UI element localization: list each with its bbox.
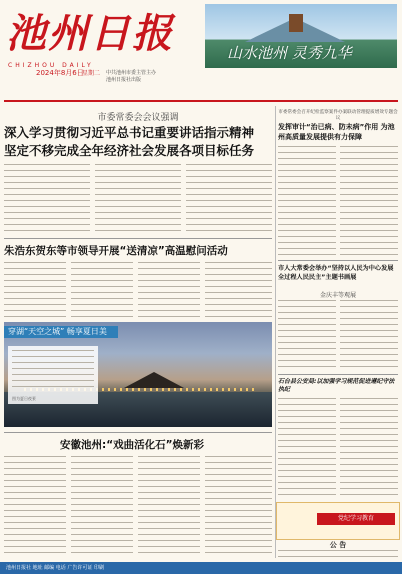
culture-headline: 安徽池州:“戏曲活化石”焕新彩 xyxy=(60,439,205,451)
lead-kicker: 市委常委会会议强调 xyxy=(97,113,179,123)
pavilion-roof xyxy=(124,372,184,388)
lead-body-col-3 xyxy=(186,164,272,234)
lead-headline-1: 深入学习贯彻习近平总书记重要讲话指示精神 xyxy=(4,125,255,140)
discipline-education-ad xyxy=(276,502,400,540)
column-separator xyxy=(275,106,276,558)
right-kicker-1: 市委常委会召开纪检监察案件办案联动管理提质增效专题会议 xyxy=(278,110,398,121)
divider xyxy=(278,260,398,261)
scenic-banner xyxy=(205,4,397,68)
lead-headline-2: 坚定不移完成全年经济社会发展各项目标任务 xyxy=(4,143,255,158)
footer-text: 池州日报社 地址 邮编 电话 广告许可证 印刷 xyxy=(6,565,104,571)
photo-caption-box xyxy=(8,346,98,404)
divider xyxy=(4,238,272,239)
lead-body-col-2 xyxy=(95,164,181,234)
right-subhead-2: 金庆丰等观展 xyxy=(319,292,356,299)
photo-tag: 穿湖“天空之城” 畅享夏日美 xyxy=(4,326,118,338)
culture-body-col-4 xyxy=(205,456,272,556)
culture-body-col-3 xyxy=(138,456,200,556)
notice-body xyxy=(278,550,398,560)
newspaper-logo: 池州日报 xyxy=(6,10,174,57)
divider xyxy=(278,374,398,375)
right-body-2b xyxy=(340,300,398,370)
ad-label: 党纪学习教育 xyxy=(317,513,395,525)
issue-info-bar xyxy=(6,70,398,92)
right-headline-1: 发挥审计“治已病、防未病”作用 为池州高质量发展提供有力保障 xyxy=(278,123,395,141)
right-headline-3: 石台县公安局:以加强学习规范促进遵纪守法执纪 xyxy=(278,378,395,393)
right-body-1b xyxy=(340,146,398,256)
notice-title: 公 告 xyxy=(329,541,347,549)
second-headline: 朱浩东贺东等市领导开展“送清凉”高温慰问活动 xyxy=(4,245,228,257)
newspaper-logo-subtitle: CHIZHOU DAILY xyxy=(8,62,94,69)
second-body-col-3 xyxy=(138,262,200,318)
culture-body-col-2 xyxy=(71,456,133,556)
culture-body-col-1 xyxy=(4,456,66,556)
second-body-col-4 xyxy=(205,262,272,318)
second-body-col-1 xyxy=(4,262,66,318)
right-body-3b xyxy=(340,398,398,498)
issue-date: 2024年8月6日 xyxy=(36,69,84,77)
divider xyxy=(4,432,272,433)
masthead-rule xyxy=(4,100,398,102)
issue-weekday: 星期二 xyxy=(82,70,101,77)
pagoda-graphic xyxy=(289,14,303,32)
photo-caption: 图为夏日夜景 xyxy=(12,396,36,401)
footer-bar xyxy=(0,562,402,574)
right-body-2a xyxy=(278,300,336,370)
info-line: 中共池州市委主管主办 xyxy=(106,70,157,76)
right-body-3a xyxy=(278,398,336,498)
photo-caption-lines xyxy=(12,350,94,392)
banner-slogan: 山水池州 灵秀九华 xyxy=(227,44,352,62)
right-headline-2: 市人大常委会举办“坚持以人民为中心发展全过程人民民主”主题书画展 xyxy=(278,265,394,281)
lead-body-col-1 xyxy=(4,164,90,234)
masthead xyxy=(0,0,402,100)
info-line: 池州日报社出版 xyxy=(106,77,142,83)
right-body-1a xyxy=(278,146,336,256)
second-body-col-2 xyxy=(71,262,133,318)
